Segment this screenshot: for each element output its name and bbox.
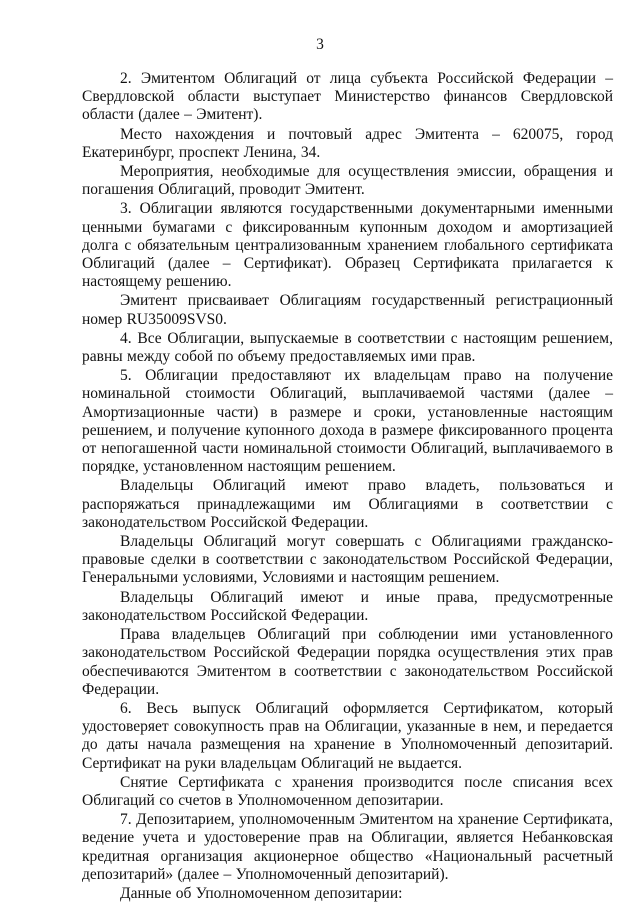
- paragraph-depositary: 7. Депозитарием, уполномоченным Эмитентом на хранение Сертификата, ведение учета и удостоверение прав на Облигации, является Небанковская кредитная организация акционерное общество «Национальный расчетный депозитарий» (далее – Уполномоченный депозитарий).: [82, 811, 613, 883]
- paragraph-issuer-address: Место нахождения и почтовый адрес Эмитента – 620075, город Екатеринбург, проспект Ленина, 34.: [82, 125, 613, 161]
- paragraph-equal-rights: 4. Все Облигации, выпускаемые в соответствии с настоящим решением, равны между собой по объему предоставляемых ими прав.: [82, 329, 613, 366]
- page-number: 3: [316, 36, 324, 53]
- paragraph-depositary-data: Данные об Уполномоченном депозитарии:: [120, 884, 403, 902]
- paragraph-holder-rights: 5. Облигации предоставляют их владельцам право на получение номинальной стоимости Облигаций, выплачиваемой частями (далее – Амортизационные части) в размере и сроки, установленные настоящим решением, и получение купонного дохода в размере фиксированного процента от непогашенной части номинальной стоимости Облигаций, выплачиваемого в порядке, установленном настоящим решением.: [82, 367, 613, 476]
- paragraph-other-rights: Владельцы Облигаций имеют и иные права, предусмотренные законодательством Российской Федерации.: [82, 588, 613, 624]
- paragraph-transactions: Владельцы Облигаций могут совершать с Облигациями гражданско-правовые сделки в соответствии с законодательством Российской Федерации, Генеральными условиями, Условиями и настоящим решением.: [82, 533, 613, 587]
- document-body: [82, 70, 613, 903]
- paragraph-certificate-removal: Снятие Сертификата с хранения производится после списания всех Облигаций со счетов в Уполномоченном депозитарии.: [82, 773, 613, 809]
- paragraph-issuer: 2. Эмитентом Облигаций от лица субъекта Российской Федерации – Свердловской области выступает Министерство финансов Свердловской области (далее – Эмитент).: [82, 70, 613, 124]
- paragraph-certificate: 6. Весь выпуск Облигаций оформляется Сертификатом, который удостоверяет совокупность прав на Облигации, указанные в нем, и передается до даты начала размещения на хранение в Уполномоченный депозитарий. Сертификат на руки владельцам Облигаций не выдается.: [82, 699, 613, 772]
- paragraph-registration-number: Эмитент присваивает Облигациям государственный регистрационный номер RU35009SVS0.: [82, 292, 613, 328]
- paragraph-issuer-activities: Мероприятия, необходимые для осуществления эмиссии, обращения и погашения Облигаций, проводит Эмитент.: [82, 163, 613, 199]
- paragraph-bond-type: 3. Облигации являются государственными документарными именными ценными бумагами с фиксированным купонным доходом и амортизацией долга с обязательным централизованным хранением глобального сертификата Облигаций (далее – Сертификат). Образец Сертификата прилагается к настоящему решению.: [82, 200, 613, 291]
- paragraph-rights-enforcement: Права владельцев Облигаций при соблюдении ими установленного законодательством Российской Федерации порядка осуществления этих прав обеспечиваются Эмитентом в соответствии с законодательством Российской Федерации.: [82, 626, 613, 698]
- paragraph-ownership-rights: Владельцы Облигаций имеют право владеть, пользоваться и распоряжаться принадлежащими им Облигациями в соответствии с законодательством Российской Федерации.: [82, 477, 613, 531]
